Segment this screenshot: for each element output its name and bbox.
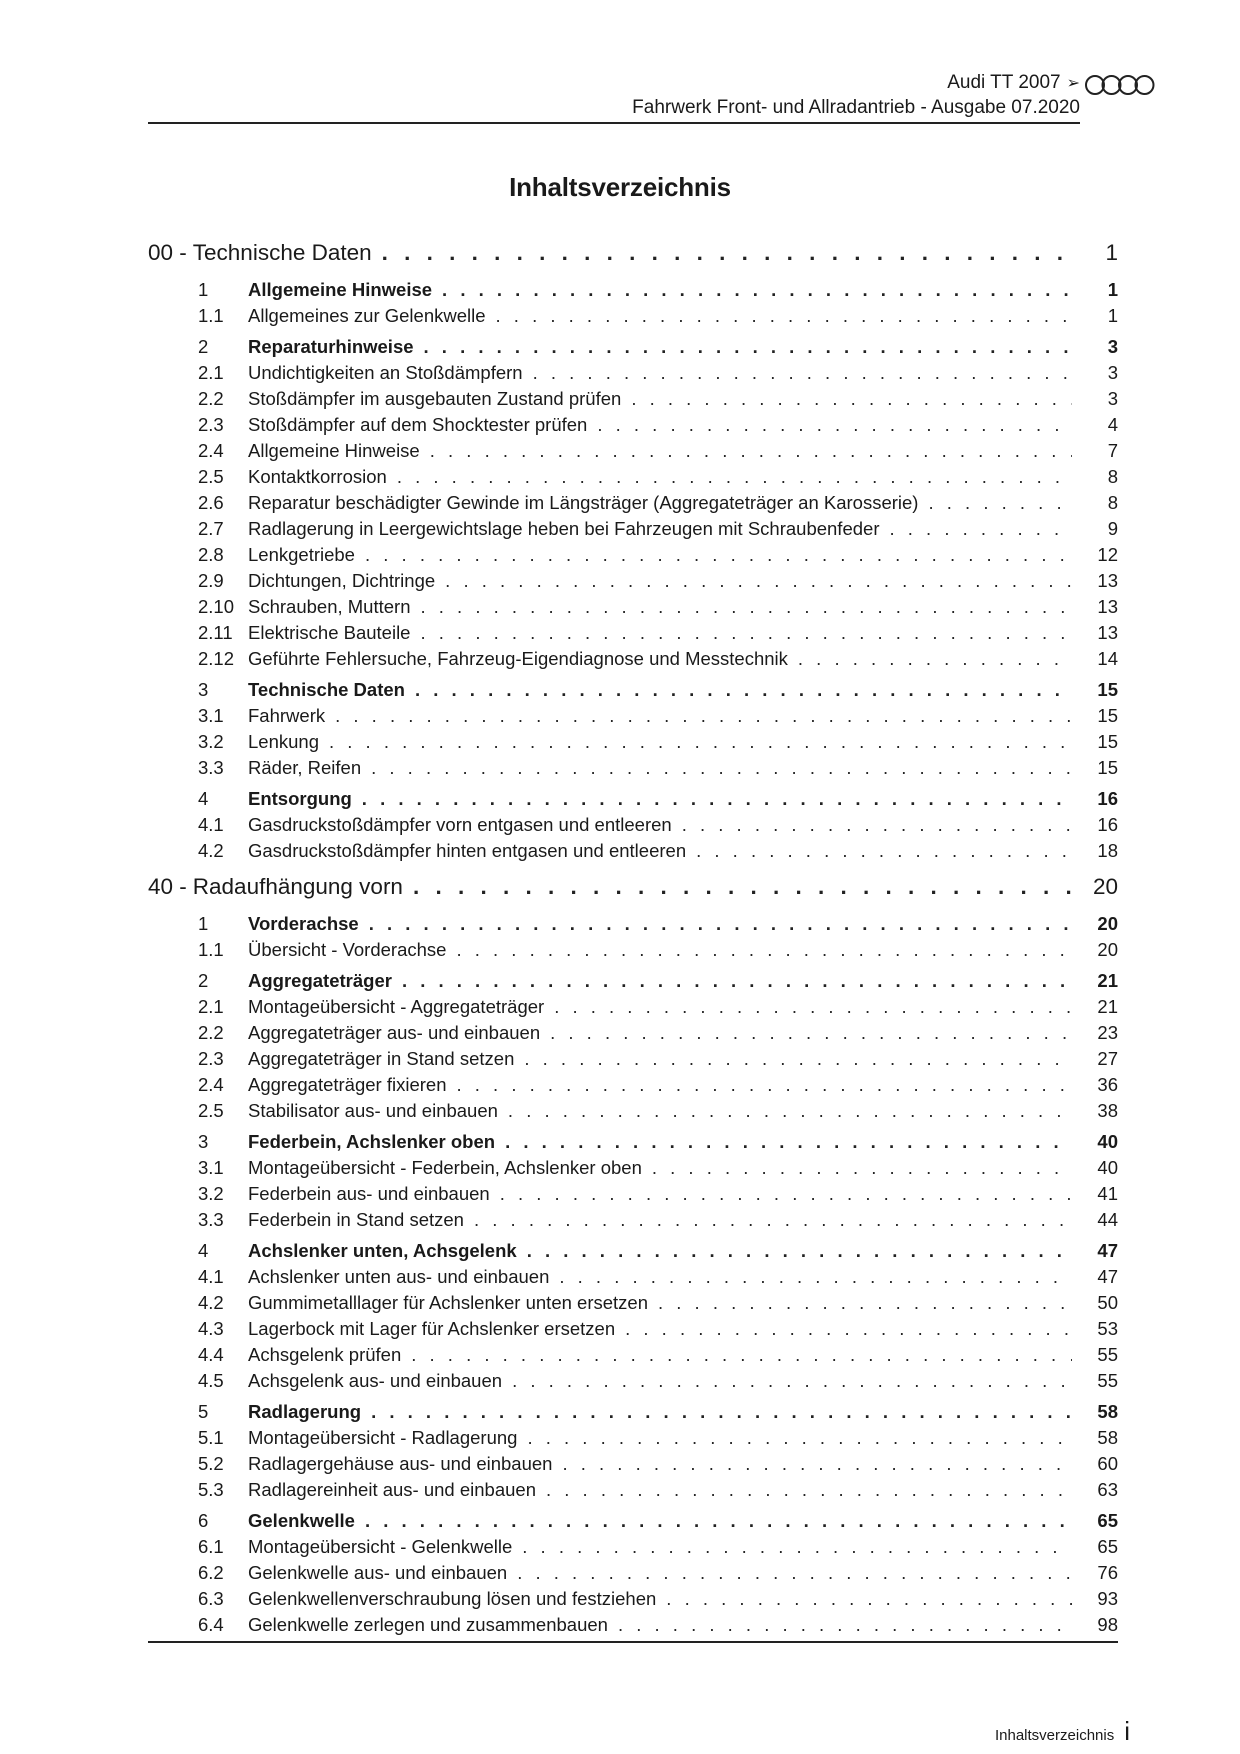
toc-section-entry-number: 2 (198, 336, 209, 357)
toc-section-entry-page: 16 (1097, 788, 1118, 809)
toc-subsection-entry-number: 6.1 (198, 1536, 224, 1557)
toc-section-entry-title: Entsorgung (248, 788, 352, 809)
toc-subsection-entry[interactable] (148, 492, 1118, 518)
toc-subsection-entry-number: 3.3 (198, 1209, 224, 1230)
leader-dots (442, 279, 1072, 301)
toc-subsection-entry[interactable] (148, 1266, 1118, 1292)
toc-subsection-entry-number: 3.1 (198, 1157, 224, 1178)
leader-dots (508, 1100, 1072, 1122)
leader-dots (371, 1401, 1072, 1423)
toc-subsection-entry[interactable] (148, 1453, 1118, 1479)
toc-subsection-entry-title: Aggregateträger fixieren (248, 1074, 447, 1095)
toc-subsection-entry-number: 2.8 (198, 544, 224, 565)
toc-subsection-entry-page: 44 (1097, 1209, 1118, 1230)
toc-subsection-entry-title: Gelenkwelle aus- und einbauen (248, 1562, 508, 1583)
toc-subsection-entry-page: 98 (1097, 1614, 1118, 1635)
footer-divider (148, 1641, 1118, 1643)
toc-subsection-entry-number: 2.3 (198, 414, 224, 435)
toc-chapter (148, 874, 1118, 1640)
footer-text: Inhaltsverzeichnis (994, 1727, 1115, 1744)
leader-dots (625, 1318, 1072, 1340)
toc-section-entry[interactable] (148, 336, 1118, 362)
toc-subsection-entry-title: Gummimetalllager für Achslenker unten ersetzen (248, 1292, 648, 1313)
toc-subsection-entry-title: Montageübersicht - Aggregateträger (248, 996, 545, 1017)
toc-section-entry[interactable] (148, 913, 1118, 939)
leader-dots (559, 1266, 1072, 1288)
toc-subsection-entry[interactable] (148, 622, 1118, 648)
arrow-right-icon: ➢ (1066, 75, 1080, 92)
toc-subsection-entry-number: 2.7 (198, 518, 224, 539)
toc-subsection-entry[interactable] (148, 388, 1118, 414)
toc-subsection-entry[interactable] (148, 1427, 1118, 1453)
toc-subsection-entry-title: Aggregateträger aus- und einbauen (248, 1022, 541, 1043)
leader-dots (430, 440, 1072, 462)
toc-subsection-entry-page: 3 (1107, 388, 1118, 409)
toc-subsection-entry-number: 2.4 (198, 440, 224, 461)
toc-subsection-entry-page: 93 (1097, 1588, 1118, 1609)
toc-section-entry-page: 47 (1097, 1240, 1118, 1261)
leader-dots (397, 466, 1072, 488)
toc-subsection-entry[interactable] (148, 840, 1118, 866)
toc-section-entry[interactable] (148, 970, 1118, 996)
toc-section-entry-title: Vorderachse (248, 913, 359, 934)
toc-subsection-entry-title: Montageübersicht - Federbein, Achslenker oben (248, 1157, 642, 1178)
toc-subsection-entry[interactable] (148, 1100, 1118, 1126)
toc-chapter-entry-page: 1 (1105, 240, 1118, 265)
toc-subsection-entry-page: 40 (1097, 1157, 1118, 1178)
toc-section-entry-page: 3 (1107, 336, 1118, 357)
toc-subsection-entry-page: 21 (1097, 996, 1118, 1017)
toc-subsection-entry[interactable] (148, 544, 1118, 570)
toc-section-entry-page: 1 (1107, 279, 1118, 300)
leader-dots (666, 1588, 1072, 1610)
toc-subsection-entry-number: 4.3 (198, 1318, 224, 1339)
toc-chapter-entry-number: 00 - (148, 240, 187, 265)
toc-subsection-entry-title: Stabilisator aus- und einbauen (248, 1100, 498, 1121)
toc-subsection-entry-page: 13 (1097, 596, 1118, 617)
toc-subsection-entry-number: 3.3 (198, 757, 224, 778)
toc-subsection-entry-number: 6.4 (198, 1614, 224, 1635)
leader-dots (550, 1022, 1072, 1044)
toc-subsection-entry[interactable] (148, 305, 1118, 331)
leader-dots (496, 305, 1072, 327)
toc-subsection-entry-page: 13 (1097, 622, 1118, 643)
toc-section-entry-title: Federbein, Achslenker oben (248, 1131, 496, 1152)
toc-subsection-entry-number: 3.2 (198, 731, 224, 752)
leader-dots (524, 1048, 1072, 1070)
toc-subsection-entry-number: 2.5 (198, 466, 224, 487)
toc-subsection-entry-title: Undichtigkeiten an Stoßdämpfern (248, 362, 523, 383)
toc-subsection-entry[interactable] (148, 1479, 1118, 1505)
page-header (148, 70, 1080, 124)
toc-subsection-entry-page: 8 (1107, 466, 1118, 487)
header-model (947, 72, 1080, 94)
toc-section-entry[interactable] (148, 788, 1118, 814)
leader-dots (500, 1183, 1072, 1205)
toc-subsection-entry-page: 50 (1097, 1292, 1118, 1313)
toc-subsection-entry-page: 27 (1097, 1048, 1118, 1069)
audi-rings-logo-icon (1084, 74, 1156, 96)
leader-dots (562, 1453, 1072, 1475)
toc-subsection-entry-number: 2.2 (198, 388, 224, 409)
toc-subsection-entry[interactable] (148, 1022, 1118, 1048)
toc-subsection-entry-number: 4.4 (198, 1344, 224, 1365)
toc-subsection-entry[interactable] (148, 1562, 1118, 1588)
toc-subsection-entry-title: Dichtungen, Dichtringe (248, 570, 436, 591)
toc-subsection-entry-number: 5.1 (198, 1427, 224, 1448)
toc-subsection-entry-title: Federbein in Stand setzen (248, 1209, 464, 1230)
toc-section-entry-number: 3 (198, 1131, 209, 1152)
toc-subsection-entry-page: 8 (1107, 492, 1118, 513)
toc-subsection-entry-number: 5.2 (198, 1453, 224, 1474)
toc-section-entry[interactable] (148, 679, 1118, 705)
leader-dots (445, 570, 1072, 592)
footer-page-number: i (1124, 1716, 1130, 1746)
leader-dots (365, 1510, 1072, 1532)
toc-subsection-entry-title: Elektrische Bauteile (248, 622, 411, 643)
leader-dots (382, 240, 1072, 266)
page-footer (995, 1716, 1130, 1747)
toc-subsection-entry-page: 55 (1097, 1370, 1118, 1391)
header-subtitle: Fahrwerk Front- und Allradantrieb - Ausgabe 07.2020 (632, 97, 1080, 118)
toc-subsection-entry[interactable] (148, 1344, 1118, 1370)
toc-subsection-entry[interactable] (148, 466, 1118, 492)
toc-subsection-entry-page: 36 (1097, 1074, 1118, 1095)
toc-subsection-entry[interactable] (148, 596, 1118, 622)
leader-dots (522, 1536, 1072, 1558)
leader-dots (369, 913, 1072, 935)
leader-dots (456, 939, 1072, 961)
toc-subsection-entry[interactable] (148, 440, 1118, 466)
toc-subsection-entry-number: 4.1 (198, 1266, 224, 1287)
toc-subsection-entry-page: 15 (1097, 731, 1118, 752)
leader-dots (371, 757, 1072, 779)
toc-subsection-entry-title: Aggregateträger in Stand setzen (248, 1048, 515, 1069)
toc-section-entry-number: 3 (198, 679, 209, 700)
toc-subsection-entry-title: Montageübersicht - Radlagerung (248, 1427, 518, 1448)
toc-subsection-entry-title: Lenkgetriebe (248, 544, 355, 565)
toc-subsection-entry[interactable] (148, 939, 1118, 965)
toc-subsection-entry[interactable] (148, 362, 1118, 388)
leader-dots (402, 970, 1072, 992)
toc-section-entry-number: 4 (198, 788, 209, 809)
toc-section-entry-number: 2 (198, 970, 209, 991)
toc-subsection-entry-number: 2.1 (198, 362, 224, 383)
header-model-text: Audi TT 2007 (947, 72, 1061, 93)
toc-subsection-entry-number: 2.3 (198, 1048, 224, 1069)
toc-subsection-entry-number: 6.2 (198, 1562, 224, 1583)
toc-subsection-entry-title: Geführte Fehlersuche, Fahrzeug-Eigendiagnose und Messtechnik (248, 648, 788, 669)
leader-dots (798, 648, 1072, 670)
toc-subsection-entry[interactable] (148, 1536, 1118, 1562)
leader-dots (415, 679, 1072, 701)
toc-subsection-entry-number: 2.9 (198, 570, 224, 591)
toc-subsection-entry-page: 14 (1097, 648, 1118, 669)
toc-chapter-entry[interactable] (148, 874, 1118, 908)
leader-dots (335, 705, 1072, 727)
toc-subsection-entry-number: 4.5 (198, 1370, 224, 1391)
toc-subsection-entry[interactable] (148, 1614, 1118, 1640)
toc-chapter (148, 240, 1118, 866)
toc-section-entry-page: 65 (1097, 1510, 1118, 1531)
toc-subsection-entry-title: Lenkung (248, 731, 319, 752)
toc-subsection-entry-number: 4.2 (198, 1292, 224, 1313)
toc-subsection-entry-title: Allgemeine Hinweise (248, 440, 420, 461)
toc-subsection-entry-title: Lagerbock mit Lager für Achslenker ersetzen (248, 1318, 616, 1339)
leader-dots (420, 622, 1072, 644)
toc-subsection-entry-number: 1.1 (198, 305, 224, 326)
toc-subsection-entry[interactable] (148, 1157, 1118, 1183)
toc-subsection-entry[interactable] (148, 1318, 1118, 1344)
toc-section-entry-title: Achslenker unten, Achsgelenk (248, 1240, 517, 1261)
toc-subsection-entry-title: Fahrwerk (248, 705, 326, 726)
toc-subsection-entry[interactable] (148, 1588, 1118, 1614)
toc-chapter-entry-title: Radaufhängung vorn (192, 874, 403, 899)
leader-dots (546, 1479, 1072, 1501)
toc-subsection-entry-title: Stoßdämpfer auf dem Shocktester prüfen (248, 414, 588, 435)
toc-subsection-entry[interactable] (148, 996, 1118, 1022)
leader-dots (618, 1614, 1072, 1636)
toc-subsection-entry-page: 53 (1097, 1318, 1118, 1339)
toc-subsection-entry-page: 41 (1097, 1183, 1118, 1204)
leader-dots (597, 414, 1072, 436)
toc-subsection-entry-page: 3 (1107, 362, 1118, 383)
toc-subsection-entry-title: Achslenker unten aus- und einbauen (248, 1266, 550, 1287)
toc-subsection-entry-number: 2.11 (198, 622, 233, 643)
leader-dots (631, 388, 1072, 410)
toc-subsection-entry-page: 13 (1097, 570, 1118, 591)
toc-section-entry-number: 1 (198, 913, 209, 934)
toc-chapter-entry[interactable] (148, 240, 1118, 274)
toc-subsection-entry-number: 2.4 (198, 1074, 224, 1095)
leader-dots (517, 1562, 1072, 1584)
toc-subsection-entry-page: 20 (1097, 939, 1118, 960)
toc-subsection-entry-number: 2.5 (198, 1100, 224, 1121)
toc-subsection-entry[interactable] (148, 1183, 1118, 1209)
toc-subsection-entry-page: 38 (1097, 1100, 1118, 1121)
toc-subsection-entry-title: Radlagerung in Leergewichtslage heben bei Fahrzeugen mit Schraubenfeder (248, 518, 880, 539)
toc-subsection-entry-title: Gasdruckstoßdämpfer vorn entgasen und entleeren (248, 814, 672, 835)
leader-dots (512, 1370, 1072, 1392)
toc-subsection-entry-title: Radlagergehäuse aus- und einbauen (248, 1453, 553, 1474)
toc-section-entry-page: 20 (1097, 913, 1118, 934)
toc-section-entry[interactable] (148, 1401, 1118, 1427)
toc-section-entry[interactable] (148, 1240, 1118, 1266)
leader-dots (533, 362, 1072, 384)
toc-subsection-entry-title: Gelenkwellenverschraubung lösen und festziehen (248, 1588, 657, 1609)
toc-subsection-entry-page: 1 (1107, 305, 1118, 326)
toc-subsection-entry[interactable] (148, 414, 1118, 440)
leader-dots (413, 874, 1072, 900)
toc-subsection-entry[interactable] (148, 1292, 1118, 1318)
toc-chapter-entry-number: 40 - (148, 874, 187, 899)
toc-subsection-entry-page: 12 (1097, 544, 1118, 565)
toc-section-entry-page: 21 (1097, 970, 1118, 991)
toc-section-entry-number: 4 (198, 1240, 209, 1261)
toc-subsection-entry-title: Montageübersicht - Gelenkwelle (248, 1536, 513, 1557)
toc-section-entry-page: 40 (1097, 1131, 1118, 1152)
leader-dots (652, 1157, 1072, 1179)
toc-subsection-entry-page: 9 (1107, 518, 1118, 539)
toc-subsection-entry-title: Achsgelenk aus- und einbauen (248, 1370, 503, 1391)
table-of-contents (148, 240, 1118, 1648)
toc-subsection-entry-number: 3.1 (198, 705, 224, 726)
leader-dots (456, 1074, 1072, 1096)
leader-dots (424, 336, 1072, 358)
toc-section-entry-page: 15 (1097, 679, 1118, 700)
toc-subsection-entry-title: Schrauben, Muttern (248, 596, 411, 617)
toc-section-entry[interactable] (148, 1510, 1118, 1536)
toc-subsection-entry[interactable] (148, 570, 1118, 596)
toc-subsection-entry-title: Gasdruckstoßdämpfer hinten entgasen und entleeren (248, 840, 687, 861)
toc-subsection-entry-title: Gelenkwelle zerlegen und zusammenbauen (248, 1614, 608, 1635)
toc-subsection-entry-page: 63 (1097, 1479, 1118, 1500)
toc-subsection-entry[interactable] (148, 648, 1118, 674)
toc-subsection-entry-title: Kontaktkorrosion (248, 466, 387, 487)
toc-subsection-entry-page: 47 (1097, 1266, 1118, 1287)
toc-subsection-entry-title: Übersicht - Vorderachse (248, 939, 447, 960)
leader-dots (696, 840, 1072, 862)
leader-dots (365, 544, 1072, 566)
leader-dots (420, 596, 1072, 618)
leader-dots (527, 1427, 1072, 1449)
toc-chapter-entry-title: Technische Daten (192, 240, 372, 265)
toc-subsection-entry[interactable] (148, 705, 1118, 731)
toc-section-entry-number: 5 (198, 1401, 209, 1422)
leader-dots (474, 1209, 1072, 1231)
leader-dots (505, 1131, 1072, 1153)
toc-subsection-entry-page: 4 (1107, 414, 1118, 435)
toc-section-entry-title: Reparaturhinweise (248, 336, 414, 357)
toc-subsection-entry-number: 6.3 (198, 1588, 224, 1609)
toc-subsection-entry-page: 15 (1097, 705, 1118, 726)
toc-section-entry-title: Technische Daten (248, 679, 405, 700)
toc-subsection-entry-number: 4.2 (198, 840, 224, 861)
toc-subsection-entry[interactable] (148, 1074, 1118, 1100)
leader-dots (554, 996, 1072, 1018)
toc-subsection-entry-number: 3.2 (198, 1183, 224, 1204)
toc-subsection-entry-number: 4.1 (198, 814, 224, 835)
toc-subsection-entry-page: 65 (1097, 1536, 1118, 1557)
toc-subsection-entry-number: 1.1 (198, 939, 224, 960)
page-title: Inhaltsverzeichnis (509, 172, 731, 202)
toc-subsection-entry-page: 15 (1097, 757, 1118, 778)
toc-subsection-entry[interactable] (148, 518, 1118, 544)
toc-subsection-entry-number: 2.12 (198, 648, 235, 669)
toc-section-entry-title: Radlagerung (248, 1401, 362, 1422)
toc-subsection-entry-title: Räder, Reifen (248, 757, 362, 778)
leader-dots (889, 518, 1072, 540)
toc-subsection-entry-page: 7 (1107, 440, 1118, 461)
toc-subsection-entry-title: Reparatur beschädigter Gewinde im Längsträger (Aggregateträger an Karosserie) (248, 492, 919, 513)
toc-subsection-entry-title: Stoßdämpfer im ausgebauten Zustand prüfen (248, 388, 622, 409)
toc-section-entry[interactable] (148, 279, 1118, 305)
toc-subsection-entry-page: 16 (1097, 814, 1118, 835)
toc-subsection-entry-title: Federbein aus- und einbauen (248, 1183, 490, 1204)
leader-dots (362, 788, 1072, 810)
toc-section-entry-page: 58 (1097, 1401, 1118, 1422)
leader-dots (329, 731, 1072, 753)
toc-subsection-entry-number: 5.3 (198, 1479, 224, 1500)
toc-subsection-entry-page: 55 (1097, 1344, 1118, 1365)
leader-dots (658, 1292, 1072, 1314)
toc-subsection-entry[interactable] (148, 757, 1118, 783)
toc-subsection-entry[interactable] (148, 1048, 1118, 1074)
leader-dots (527, 1240, 1072, 1262)
toc-subsection-entry[interactable] (148, 814, 1118, 840)
toc-section-entry-title: Allgemeine Hinweise (248, 279, 433, 300)
toc-subsection-entry-number: 2.6 (198, 492, 224, 513)
toc-subsection-entry-number: 2.10 (198, 596, 235, 617)
toc-subsection-entry-page: 76 (1097, 1562, 1118, 1583)
toc-section-entry-title: Aggregateträger (248, 970, 392, 991)
toc-subsection-entry-page: 23 (1097, 1022, 1118, 1043)
toc-section-entry[interactable] (148, 1131, 1118, 1157)
toc-subsection-entry-number: 2.1 (198, 996, 224, 1017)
toc-subsection-entry-page: 18 (1097, 840, 1118, 861)
toc-subsection-entry-title: Achsgelenk prüfen (248, 1344, 402, 1365)
toc-section-entry-number: 1 (198, 279, 209, 300)
toc-subsection-entry-title: Radlagereinheit aus- und einbauen (248, 1479, 536, 1500)
toc-subsection-entry-page: 60 (1097, 1453, 1118, 1474)
leader-dots (682, 814, 1072, 836)
toc-subsection-entry-page: 58 (1097, 1427, 1118, 1448)
toc-subsection-entry[interactable] (148, 731, 1118, 757)
toc-chapter-entry-page: 20 (1092, 874, 1118, 899)
toc-section-entry-number: 6 (198, 1510, 209, 1531)
toc-subsection-entry[interactable] (148, 1209, 1118, 1235)
toc-subsection-entry-title: Allgemeines zur Gelenkwelle (248, 305, 486, 326)
toc-subsection-entry[interactable] (148, 1370, 1118, 1396)
toc-section-entry-title: Gelenkwelle (248, 1510, 355, 1531)
leader-dots (411, 1344, 1072, 1366)
toc-subsection-entry-number: 2.2 (198, 1022, 224, 1043)
leader-dots (928, 492, 1072, 514)
